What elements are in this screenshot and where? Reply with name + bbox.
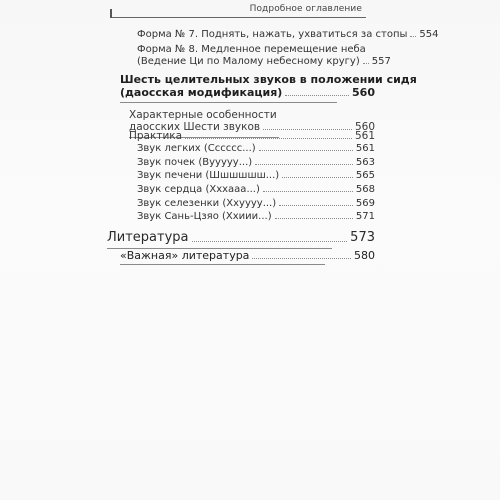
- toc-entry-form8[interactable]: [137, 56, 391, 67]
- toc-entry-title: даосских Шести звуков: [129, 121, 261, 133]
- toc-entry-title: Звук селезенки (Ххуууу...): [137, 198, 277, 209]
- toc-entry-sound-liver[interactable]: [137, 170, 375, 181]
- toc-page-number: 568: [355, 184, 375, 195]
- toc-page-number: 580: [354, 249, 375, 262]
- toc-page-number: 561: [355, 143, 375, 154]
- toc-page-number: 560: [354, 121, 375, 133]
- toc-leader-dots: [185, 138, 352, 139]
- toc-entry-six-sounds[interactable]: [120, 86, 375, 99]
- toc-leader-dots: [192, 241, 348, 242]
- running-head: [112, 3, 366, 18]
- toc-leader-dots: [259, 150, 353, 151]
- toc-entry-sound-sanjiao[interactable]: [137, 211, 375, 222]
- toc-leader-dots: [275, 218, 353, 219]
- toc-leader-dots: [285, 95, 349, 96]
- toc-page-number: 563: [355, 157, 375, 168]
- toc-entry-title: Звук легких (Сссссс...): [137, 143, 256, 154]
- toc-page-number: 554: [419, 29, 439, 40]
- toc-entry-title: Практика: [129, 130, 183, 142]
- toc-entry-title: Звук печени (Шшшшшш...): [137, 170, 280, 181]
- toc-entry-literature[interactable]: [107, 230, 375, 245]
- toc-page-number: 573: [350, 230, 375, 245]
- toc-leader-dots: [279, 205, 353, 206]
- running-title: Подробное оглавление: [249, 4, 362, 14]
- toc-page-number: 569: [355, 198, 375, 209]
- toc-leader-dots: [363, 63, 369, 64]
- toc-entry-title: (Ведение Ци по Малому небесному кругу): [137, 56, 360, 67]
- toc-entry-form7[interactable]: [137, 29, 439, 40]
- toc-leader-dots: [263, 191, 353, 192]
- toc-page-number: 557: [371, 56, 391, 67]
- toc-entry-sound-lungs[interactable]: [137, 143, 375, 154]
- toc-entry-six-sounds-line1[interactable]: Шесть целительных звуков в положении сидя: [120, 73, 417, 86]
- toc-entry-title: Литература: [107, 230, 189, 245]
- toc-entry-title: Звук почек (Вууууу...): [137, 157, 253, 168]
- toc-leader-dots: [252, 258, 351, 259]
- toc-entry-title: «Важная» литература: [120, 249, 250, 262]
- toc-page-number: 561: [354, 130, 375, 142]
- toc-entry-important-literature[interactable]: [120, 249, 375, 262]
- toc-entry-form8-line1[interactable]: Форма № 8. Медленное перемещение неба: [137, 44, 366, 55]
- toc-entry-sound-heart[interactable]: [137, 184, 375, 195]
- toc-entry-practice[interactable]: [129, 130, 375, 142]
- toc-entry-title: (даосская модификация): [120, 86, 283, 99]
- toc-entry-title: Звук Сань-Цзяо (Ххиии...): [137, 211, 272, 222]
- toc-entry-sound-spleen[interactable]: [137, 198, 375, 209]
- toc-entry-sound-kidneys[interactable]: [137, 157, 375, 168]
- toc-page-number: 565: [355, 170, 375, 181]
- section-rule: [120, 264, 325, 265]
- toc-leader-dots: [282, 177, 353, 178]
- toc-page-number: 571: [355, 211, 375, 222]
- section-rule: [120, 102, 337, 103]
- toc-entry-title: Звук сердца (Хххааа...): [137, 184, 260, 195]
- toc-entry-title: Форма № 7. Поднять, нажать, ухватиться за стопы: [137, 29, 408, 40]
- toc-entry-features-line1[interactable]: Характерные особенности: [129, 109, 277, 121]
- toc-leader-dots: [410, 36, 416, 37]
- toc-page-number: 560: [352, 86, 375, 99]
- toc-leader-dots: [255, 164, 353, 165]
